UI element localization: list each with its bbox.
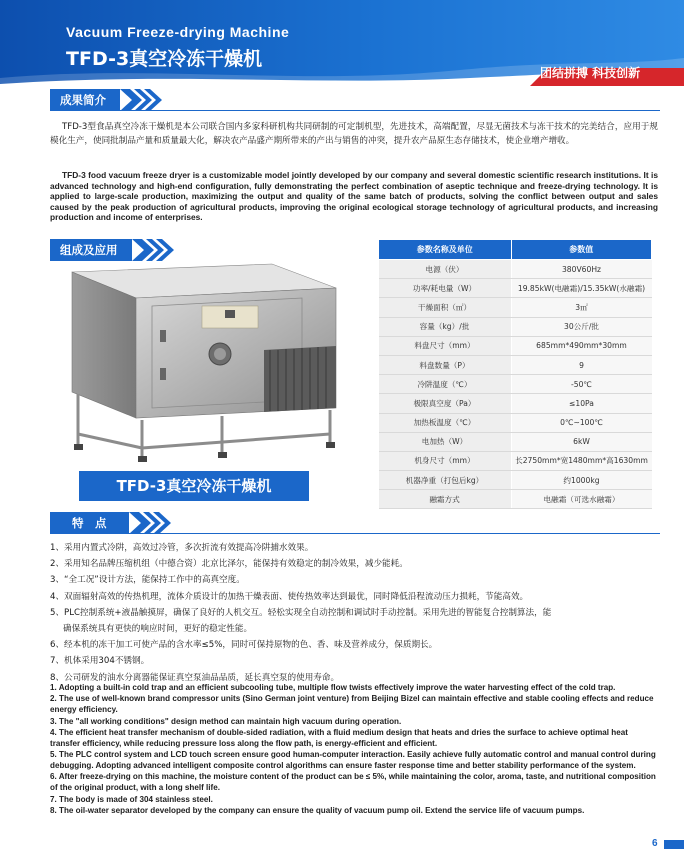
list-item: 4. The efficient heat transfer mechanism of double-sided radiation, with a fluid medium design that heats and dries the surface to achieve optimal heat transfer efficiency, while reducing pressure loss along the flow path, is energy-efficient and efficient.	[50, 727, 628, 748]
table-row	[379, 336, 652, 355]
spec-value: 30公斤/批	[511, 317, 652, 336]
header-title-en: Vacuum Freeze-drying Machine	[66, 24, 290, 40]
section-rule	[50, 533, 660, 534]
spec-key: 冷阱温度（℃）	[379, 375, 512, 394]
table-row	[379, 317, 652, 336]
list-item: 1、采用内置式冷阱，高效过冷管，多次折流有效提高冷阱捕水效果。	[50, 543, 314, 553]
table-row	[379, 260, 652, 279]
list-item: 3、“全工况”设计方法，能保持工作中的高真空度。	[50, 575, 245, 586]
list-item: 5、PLC控制系统+液晶触摸屏，确保了良好的人机交互。轻松实现全自动控制和调试时手动控制。采用先进的智能复合控制算法，能	[50, 607, 552, 618]
table-row	[379, 432, 652, 451]
spec-value: 3㎡	[511, 298, 652, 317]
spec-value: 685mm*490mm*30mm	[511, 336, 652, 355]
machine-caption: TFD-3真空冷冻干燥机	[79, 471, 309, 501]
list-item: 1. Adopting a built-in cold trap and an efficient subcooling tube, multiple flow twists effectively improve the water harvesting effect of the cold trap.	[50, 683, 616, 692]
section-tab-intro	[50, 89, 168, 111]
list-item: 4、双面辐射高效的传热机理，流体介质设计的加热干燥表面、使传热效率达到最优，同时降低沿程流动压力损耗，节能高效。	[50, 591, 529, 602]
list-item: 确保系统具有更快的响应时间，更好的稳定性能。	[63, 624, 253, 635]
table-row	[379, 394, 652, 413]
spec-value: 380V60Hz	[511, 260, 652, 279]
section-title-features: 特 点	[50, 512, 129, 534]
spec-key: 功率/耗电量（W）	[379, 279, 512, 298]
intro-paragraph-cn: TFD-3型食品真空冷冻干燥机是本公司联合国内多家科研机构共同研制的可定制机型，先进技术，高端配置，尽显无菌技术与冻干技术的完美结合，应用于规模化生产，使同批制品产量和质量最大化，解决农产品盛产期所带来的产出与销售的冲突，提升农产品原生态存储技术，使企业增产增收。	[50, 122, 658, 147]
section-title-composition: 组成及应用	[50, 239, 132, 261]
list-item: 2、采用知名品牌压缩机组（中德合资）北京比泽尔，能保持有效稳定的制冷效果，减少能耗。	[50, 559, 408, 570]
spec-key: 加热板温度（℃）	[379, 413, 512, 432]
spec-value: 长2750mm*宽1480mm*高1630mm	[511, 451, 652, 470]
table-row	[379, 279, 652, 298]
intro-paragraph-en: TFD-3 food vacuum freeze dryer is a customizable model jointly developed by our company and several domestic scientific research institutions. It is advanced technology and high-end configuration, fully demonstrating the perfect combination of aseptic technique and freeze-drying technology. It is applied to large-scale production, maximizing the output and quality of the same batch of products, solving the conflict between output and sales caused by the peak production of agricultural products, improving the original ecological storage technology of agricultural products, and increasing production and income of enterprises.	[50, 170, 658, 223]
list-item: 2. The use of well-known brand compressor units (Sino German joint venture) from Beijing Bizel can maintain effective and stable cooling effects and reduce energy efficiency.	[50, 694, 654, 715]
spec-key: 机身尺寸（mm）	[379, 451, 512, 470]
page-number-bar	[664, 840, 684, 849]
table-row	[379, 413, 652, 432]
table-row	[379, 451, 652, 470]
table-row	[379, 490, 652, 509]
table-row	[379, 298, 652, 317]
section-rule	[50, 110, 660, 111]
spec-value: 0℃~100℃	[511, 413, 652, 432]
spec-value: 19.85kW(电融霜)/15.35kW(水融霜)	[511, 279, 652, 298]
spec-value: ≤10Pa	[511, 394, 652, 413]
spec-header-name: 参数名称及单位	[379, 240, 512, 260]
header-title-cn: TFD-3真空冷冻干燥机	[66, 48, 263, 70]
spec-header-value: 参数值	[511, 240, 652, 260]
section-title-intro: 成果简介	[50, 89, 120, 111]
spec-key: 干燥面积（㎡）	[379, 298, 512, 317]
spec-key: 融霜方式	[379, 490, 512, 509]
spec-value: 电融霜（可选水融霜）	[511, 490, 652, 509]
list-item: 6、经本机的冻干加工可使产品的含水率≤5%，同时可保持原物的色、香、味及营养成分，保质期长。	[50, 640, 438, 651]
spec-key: 电加热（W）	[379, 432, 512, 451]
header-slogan: 团结拼搏 科技创新	[540, 66, 641, 80]
list-item: 7. The body is made of 304 stainless steel.	[50, 794, 213, 804]
section-tab-features	[50, 512, 177, 534]
spec-value: -50℃	[511, 375, 652, 394]
spec-value: 约1000kg	[511, 471, 652, 490]
list-item: 5. The PLC control system and LCD touch screen ensure good human-computer interaction. Easily achieve fully automatic control and manual control during debugging. Adopting advanced intelligent composite control algorithms can ensure faster response time and better stability performance of the system.	[50, 750, 656, 770]
spec-key: 料盘数量（P）	[379, 355, 512, 374]
freeze-dryer-machine-image	[52, 258, 352, 470]
spec-key: 容量（kg）/批	[379, 317, 512, 336]
table-row	[379, 471, 652, 490]
list-item: 3. The "all working conditions" design method can maintain high vacuum during operation.	[50, 716, 402, 726]
spec-header-row	[379, 240, 652, 260]
features-list-cn	[50, 540, 650, 686]
spec-key: 电源（伏）	[379, 260, 512, 279]
section-stripes-icon	[120, 89, 168, 111]
section-stripes-icon	[129, 512, 177, 534]
spec-value: 9	[511, 355, 652, 374]
spec-key: 料盘尺寸（mm）	[379, 336, 512, 355]
list-item: 8. The oil-water separator developed by the company can ensure the quality of vacuum pump oil. Extend the service life of vacuum pumps.	[50, 805, 585, 815]
spec-value: 6kW	[511, 432, 652, 451]
spec-key: 机器净重（打包后kg）	[379, 471, 512, 490]
features-list-en	[50, 683, 660, 817]
list-item: 7、机体采用304不锈钢。	[50, 656, 150, 667]
list-item: 8、公司研发的油水分离器能保证真空泵油品品质，延长真空泵的使用寿命。	[50, 672, 340, 683]
spec-key: 极限真空度（Pa）	[379, 394, 512, 413]
page-header	[0, 0, 684, 86]
page-number: 6	[652, 838, 658, 849]
table-row	[379, 355, 652, 374]
spec-table	[378, 239, 652, 509]
table-row	[379, 375, 652, 394]
list-item: 6. After freeze-drying on this machine, the moisture content of the product can be ≤ 5%, while maintaining the color, aroma, taste, and nutritional composition of the original product, with a long shelf life.	[50, 772, 656, 793]
